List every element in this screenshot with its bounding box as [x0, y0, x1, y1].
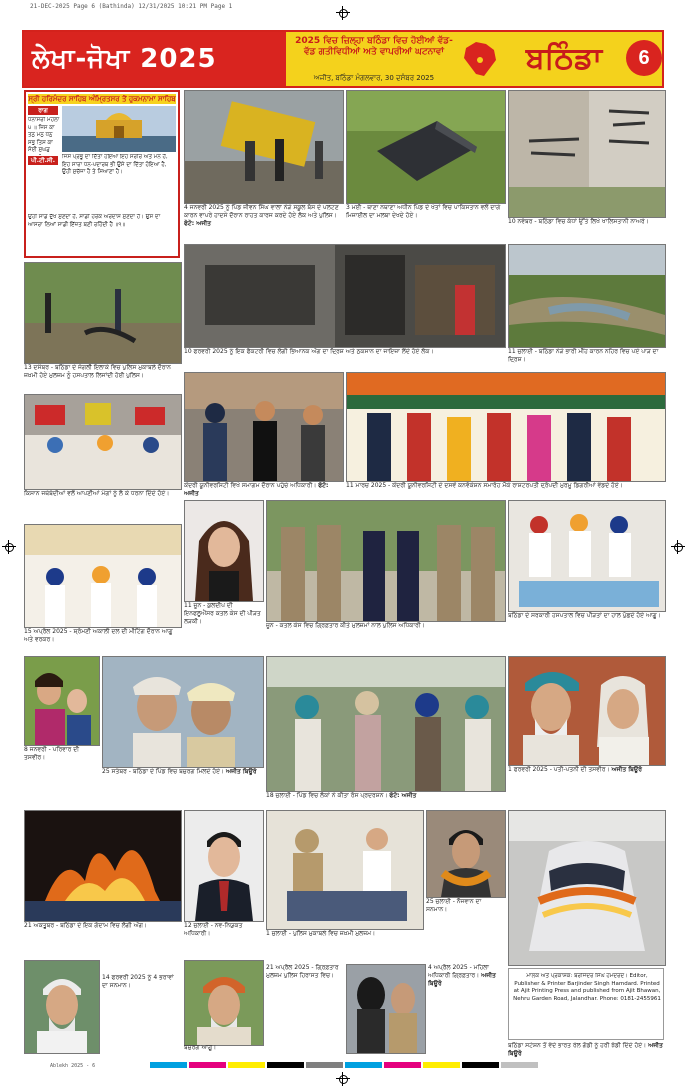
caption-official: 12 ਜੁਲਾਈ - ਨਵ-ਨਿਯੁਕਤ ਅਧਿਕਾਰੀ। — [184, 922, 243, 937]
color-swatch — [384, 1062, 421, 1068]
photo-graffiti-wall — [508, 90, 666, 218]
caption-brothers: 14 ਫਰਵਰੀ 2025 ਨੂੰ 4 ਭਰਾਵਾਂ ਦਾ ਸਨਮਾਨ। — [102, 974, 174, 989]
color-swatch — [345, 1062, 382, 1068]
photo-official-portrait — [184, 810, 264, 922]
color-swatch — [267, 1062, 304, 1068]
caption-vande-bharat-text: ਬਠਿੰਡਾ ਸਟੇਸ਼ਨ ਤੋਂ ਵੰਦੇ ਭਾਰਤ ਰੇਲ ਗੱਡੀ ਨੂੰ ਹਰੀ ਝੰਡੀ ਦਿੰਦੇ ਹੋਏ। ਅਜੀਤ ਬਿਊਰੋ — [508, 1042, 663, 1057]
photo-elder-leader — [184, 960, 264, 1046]
caption-village-protest: 18 ਜੁਲਾਈ - ਪਿੰਡ ਵਿਚ ਲੋਕਾਂ ਨੇ ਕੀਤਾ ਰੋਸ ਪ੍ਰਦਰਸ਼ਨ। ਫੋਟੋ: ਅਜੀਤ — [266, 792, 417, 799]
caption-injured: 1 ਜੁਲਾਈ - ਪੁਲਿਸ ਮੁਕਾਬਲੇ ਵਿਚ ਜ਼ਖ਼ਮੀ ਮੁਲਜ਼ਮ। — [266, 930, 376, 937]
photo-warehouse-fire — [24, 810, 182, 922]
photo-accused-custody — [346, 964, 426, 1054]
banner-city: ਬਠਿੰਡਾ — [525, 41, 603, 76]
hukamnama-text-2: ਜਿਸ ਪ੍ਰਭੂ ਦਾ ਦਿੱਤਾ ਹੋਇਆ ਇਹ ਸਰੀਰ ਅਤੇ ਮਨ ਹੈ, ਇਹ ਸਾਰਾ ਧਨ-ਪਦਾਰਥ ਭੀ ਉਸੇ ਦਾ ਦਿੱਤਾ ਹੋਇਆ ਹੈ, ਉਹੀ ਸੁਚੱਜਾ ਹੈ ਤੇ ਸਿਆਣਾ ਹੈ। — [62, 154, 168, 175]
caption-bus-accident: 4 ਜਨਵਰੀ 2025 ਨੂੰ ਪਿੰਡ ਜੀਵਨ ਸਿੰਘ ਵਾਲਾ ਨੇੜੇ ਸਕੂਲ ਬੱਸ ਦੇ ਪਲਟਣ ਕਾਰਨ ਵਾਪਰੇ ਹਾਦਸੇ ਦੌਰਾਨ ਰਾਹਤ ਕਾਰਜ ਕਰਦੇ ਹੋਏ ਲੋਕ ਅਤੇ ਪੁਲਿਸ। ਫੋਟੋ: ਅਜੀਤ — [184, 204, 339, 227]
caption-woman-official: 4 ਅਪ੍ਰੈਲ 2025 - ਮਹਿਲਾ ਅਧਿਕਾਰੀ ਗ੍ਰਿਫ਼ਤਾਰ। ਅਜੀਤ ਬਿਊਰੋ — [428, 964, 496, 987]
caption-protest: ਕਿਸਾਨ ਜਥੇਬੰਦੀਆਂ ਵਲੋਂ ਆਪਣੀਆਂ ਮੰਗਾਂ ਨੂੰ ਲੈ ਕੇ ਧਰਨਾ ਦਿੰਦੇ ਹੋਏ। — [24, 490, 170, 497]
caption-youth: 25 ਜੁਲਾਈ - ਨੌਜਵਾਨ ਦਾ ਸਨਮਾਨ। — [426, 898, 482, 913]
photo-factory-fire — [184, 244, 506, 348]
photo-elder-portrait — [24, 960, 100, 1054]
page-banner — [22, 30, 664, 88]
color-swatch — [189, 1062, 226, 1068]
caption-elder-leader: ਬਜ਼ੁਰਗ ਆਗੂ। — [184, 1044, 217, 1051]
caption-convocation: 11 ਮਾਰਚ 2025 - ਕੇਂਦਰੀ ਯੂਨੀਵਰਸਿਟੀ ਦੇ ਦਸਵੇਂ ਕਨਵੋਕੇਸ਼ਨ ਸਮਾਰੋਹ ਮੌਕੇ ਰਾਸ਼ਟਰਪਤੀ ਦ੍ਰੋਪਦੀ ਮੁਰਮੂ ਡਿਗਰੀਆਂ ਵੰਡਦੇ ਹੋਏ। — [346, 482, 623, 489]
hukamnama-text-3: ਉਹੀ ਸਾਡੇ ਦੁੱਖ ਸੁਣਦਾ ਹੈ, ਸਾਡੀ ਹਰੇਕ ਅਰਦਾਸ ਸੁਣਦਾ ਹੈ। ਉਸ ਦਾ ਆਸਰਾ ਲਿਆਂ ਸਾਡੀ ਇੱਜ਼ਤ ਬਣੀ ਰਹਿੰਦੀ ਹੈ ॥੧॥ — [28, 214, 161, 228]
caption-arrested: ਜੂਨ - ਕਤਲ ਕੇਸ ਵਿਚ ਗ੍ਰਿਫ਼ਤਾਰ ਕੀਤੇ ਮੁਲਜ਼ਮਾਂ ਨਾਲ ਪੁਲਿਸ ਅਧਿਕਾਰੀ। — [266, 622, 425, 629]
crop-mark-bottom — [336, 1072, 350, 1086]
photo-canal-breach — [508, 244, 666, 348]
hukamnama-ptc-label: ਪੀ.ਟੀ.ਸੀ. — [28, 156, 58, 165]
caption-elders: 25 ਸਤੰਬਰ - ਬਠਿੰਡਾ ਦੇ ਪਿੰਡ ਵਿਚ ਬਜ਼ੁਰਗ ਮਿਲਦੇ ਹੋਏ। ਅਜੀਤ ਬਿਊਰੋ — [102, 768, 257, 775]
caption-missile-debris: 3 ਮਈ - ਥਾਣਾ ਨਥਾਣਾ ਅਧੀਨ ਪਿੰਡ ਦੇ ਖੇਤਾਂ ਵਿਚ ਪਾਕਿਸਤਾਨ ਵਲੋਂ ਦਾਗੇ ਮਿਜ਼ਾਈਲ ਦਾ ਮਲਬਾ ਦੇਖਦੇ ਹੋਏ। — [346, 204, 501, 219]
imprint-text: ਮਾਲਕ ਅਤੇ ਪ੍ਰਕਾਸ਼ਕ: ਬਰਜਿੰਦਰ ਸਿੰਘ ਹਮਦਰਦ। Editor, Publisher & Printer Barjinder Singh Hamdard. Printed at Ajit Printing Press and published from Ajit Bhawan, Nehru Garden Road, Jalandhar. Phone: 0181-2455961 — [513, 973, 661, 1002]
color-registration-bar — [150, 1062, 540, 1068]
color-swatch — [228, 1062, 265, 1068]
hukamnama-heading: ਸ੍ਰੀ ਹਰਿਮੰਦਰ ਸਾਹਿਬ ਅੰਮ੍ਰਿਤਸਰ ਤੋਂ ਹੁਕਮਨਾਮਾ ਸਾਹਿਬ — [28, 95, 176, 103]
photo-elders-reunion — [102, 656, 264, 768]
caption-family: 8 ਜਨਵਰੀ - ਪਰਿਵਾਰ ਦੀ ਤਸਵੀਰ। — [24, 746, 80, 761]
photo-vande-bharat — [508, 810, 666, 966]
color-swatch — [306, 1062, 343, 1068]
caption-influencer: 11 ਜੂਨ - ਕੁਲਦੀਪ ਦੀ ਇਨਫਲੂਐਂਸਰ ਕਤਲ ਕੇਸ ਦੀ ਪੀੜਤ ਲੜਕੀ। — [184, 602, 261, 625]
caption-canal: 11 ਜੁਲਾਈ - ਬਠਿੰਡਾ ਨੇੜੇ ਭਾਰੀ ਮੀਂਹ ਕਾਰਨ ਨਹਿਰ ਵਿਚ ਪਏ ਪਾੜ ਦਾ ਦ੍ਰਿਸ਼। — [508, 348, 659, 363]
color-swatch — [423, 1062, 460, 1068]
photo-encounter-forest — [24, 262, 182, 364]
caption-factory-fire: 10 ਫਰਵਰੀ 2025 ਨੂੰ ਇਕ ਫੈਕਟਰੀ ਵਿਚ ਲੱਗੀ ਭਿਆਨਕ ਅੱਗ ਦਾ ਦ੍ਰਿਸ਼ ਅਤੇ ਨੁਕਸਾਨ ਦਾ ਜਾਇਜ਼ਾ ਲੈਂਦੇ ਹੋਏ ਲੋਕ। — [184, 348, 434, 355]
crop-mark-top — [336, 6, 350, 20]
caption-couple: 1 ਫਰਵਰੀ 2025 - ਪਤੀ-ਪਤਨੀ ਦੀ ਤਸਵੀਰ। ਅਜੀਤ ਬਿਊਰੋ — [508, 766, 642, 773]
caption-warehouse-fire: 21 ਅਕਤੂਬਰ - ਬਠਿੰਡਾ ਦੇ ਇਕ ਗੋਦਾਮ ਵਿਚ ਲੱਗੀ ਅੱਗ। — [24, 922, 147, 929]
color-swatch — [462, 1062, 499, 1068]
punjab-map-icon — [460, 38, 502, 80]
photo-influencer — [184, 500, 264, 602]
caption-encounter: 13 ਦਸੰਬਰ - ਬਠਿੰਡਾ ਦੇ ਜੰਗਲੀ ਇਲਾਕੇ ਵਿਚ ਪੁਲਿਸ ਮੁਕਾਬਲੇ ਦੌਰਾਨ ਜ਼ਖ਼ਮੀ ਹੋਏ ਮੁਲਜ਼ਮ ਨੂੰ ਹਸਪਤਾਲ ਲਿਜਾਂਦੀ ਹੋਈ ਪੁਲਿਸ। — [24, 364, 171, 379]
hukamnama-raag-label: ਰਾਗ — [28, 106, 58, 115]
photo-arrested-accused — [266, 500, 506, 622]
photo-farmers-protest — [24, 394, 182, 490]
caption-hospital: ਬਠਿੰਡਾ ਦੇ ਸਰਕਾਰੀ ਹਸਪਤਾਲ ਵਿਚ ਪੀੜਤਾਂ ਦਾ ਹਾਲ ਪੁੱਛਦੇ ਹੋਏ ਆਗੂ। — [508, 612, 661, 619]
photo-youth-honour — [426, 810, 506, 898]
photo-hospital-visit — [508, 500, 666, 612]
photo-officials-event — [184, 372, 344, 482]
photo-injured-accused — [266, 810, 424, 930]
hukamnama-text-1: ਧਨਾਸਰੀ ਮਹਲਾ ੫ ॥ ਜਿਸ ਕਾ ਤਨੁ ਮਨੁ ਧਨੁ ਸਭੁ ਤਿਸ ਕਾ ਸੋਈ ਸੁਘੜੁ — [28, 117, 60, 153]
bottom-slug: Ablekh 2025 - 6 — [50, 1063, 96, 1069]
caption-party-meeting: 15 ਅਪ੍ਰੈਲ 2025 - ਸ਼੍ਰੋਮਣੀ ਅਕਾਲੀ ਦਲ ਦੀ ਮੀਟਿੰਗ ਦੌਰਾਨ ਆਗੂ ਅਤੇ ਵਰਕਰ। — [24, 628, 173, 643]
imprint-box — [508, 968, 664, 1040]
golden-temple-photo — [62, 106, 176, 152]
page-slug: 21-DEC-2025 Page 6 (Bathinda) 12/31/2025 10:21 PM Page 1 — [30, 3, 233, 10]
banner-subtitle: 2025 ਵਿਚ ਜ਼ਿਲ੍ਹਾ ਬਠਿੰਡਾ ਵਿਚ ਹੋਈਆਂ ਵੱਡ-ਵੱਡ ਗਤੀਵਿਧੀਆਂ ਅਤੇ ਵਾਪਰੀਆਂ ਘਟਨਾਵਾਂ — [295, 36, 453, 57]
photo-missile-debris — [346, 90, 506, 204]
banner-title: ਲੇਖਾ-ਜੋਖਾ 2025 — [32, 44, 217, 74]
color-swatch — [501, 1062, 538, 1068]
photo-family — [24, 656, 100, 746]
caption-officials: ਕੇਂਦਰੀ ਯੂਨੀਵਰਸਿਟੀ ਵਿਖੇ ਸਮਾਗਮ ਦੌਰਾਨ ਪਹੁੰਚੇ ਅਧਿਕਾਰੀ। ਫੋਟੋ: ਅਜੀਤ — [184, 482, 329, 497]
page-number-badge: 6 — [626, 40, 662, 76]
photo-party-meeting — [24, 524, 182, 628]
photo-bus-accident — [184, 90, 344, 204]
crop-mark-left — [2, 540, 16, 554]
photo-couple — [508, 656, 666, 766]
caption-graffiti: 10 ਨਵੰਬਰ - ਬਠਿੰਡਾ ਵਿਚ ਕੰਧਾਂ ਉੱਤੇ ਲਿਖੇ ਖਾਲਿਸਤਾਨੀ ਨਾਅਰੇ। — [508, 218, 649, 225]
banner-title-block — [24, 32, 286, 86]
hukamnama-box — [24, 90, 180, 258]
crop-mark-right — [671, 540, 685, 554]
photo-village-protest — [266, 656, 506, 792]
photo-convocation — [346, 372, 666, 482]
caption-accused-custody: 21 ਅਪ੍ਰੈਲ 2025 - ਗ੍ਰਿਫ਼ਤਾਰ ਮੁਲਜ਼ਮ ਪੁਲਿਸ ਹਿਰਾਸਤ ਵਿਚ। — [266, 964, 339, 979]
color-swatch — [150, 1062, 187, 1068]
banner-dateline: ਅਜੀਤ, ਬਠਿੰਡਾ ਮੰਗਲਵਾਰ, 30 ਦਸੰਬਰ 2025 — [313, 74, 435, 82]
